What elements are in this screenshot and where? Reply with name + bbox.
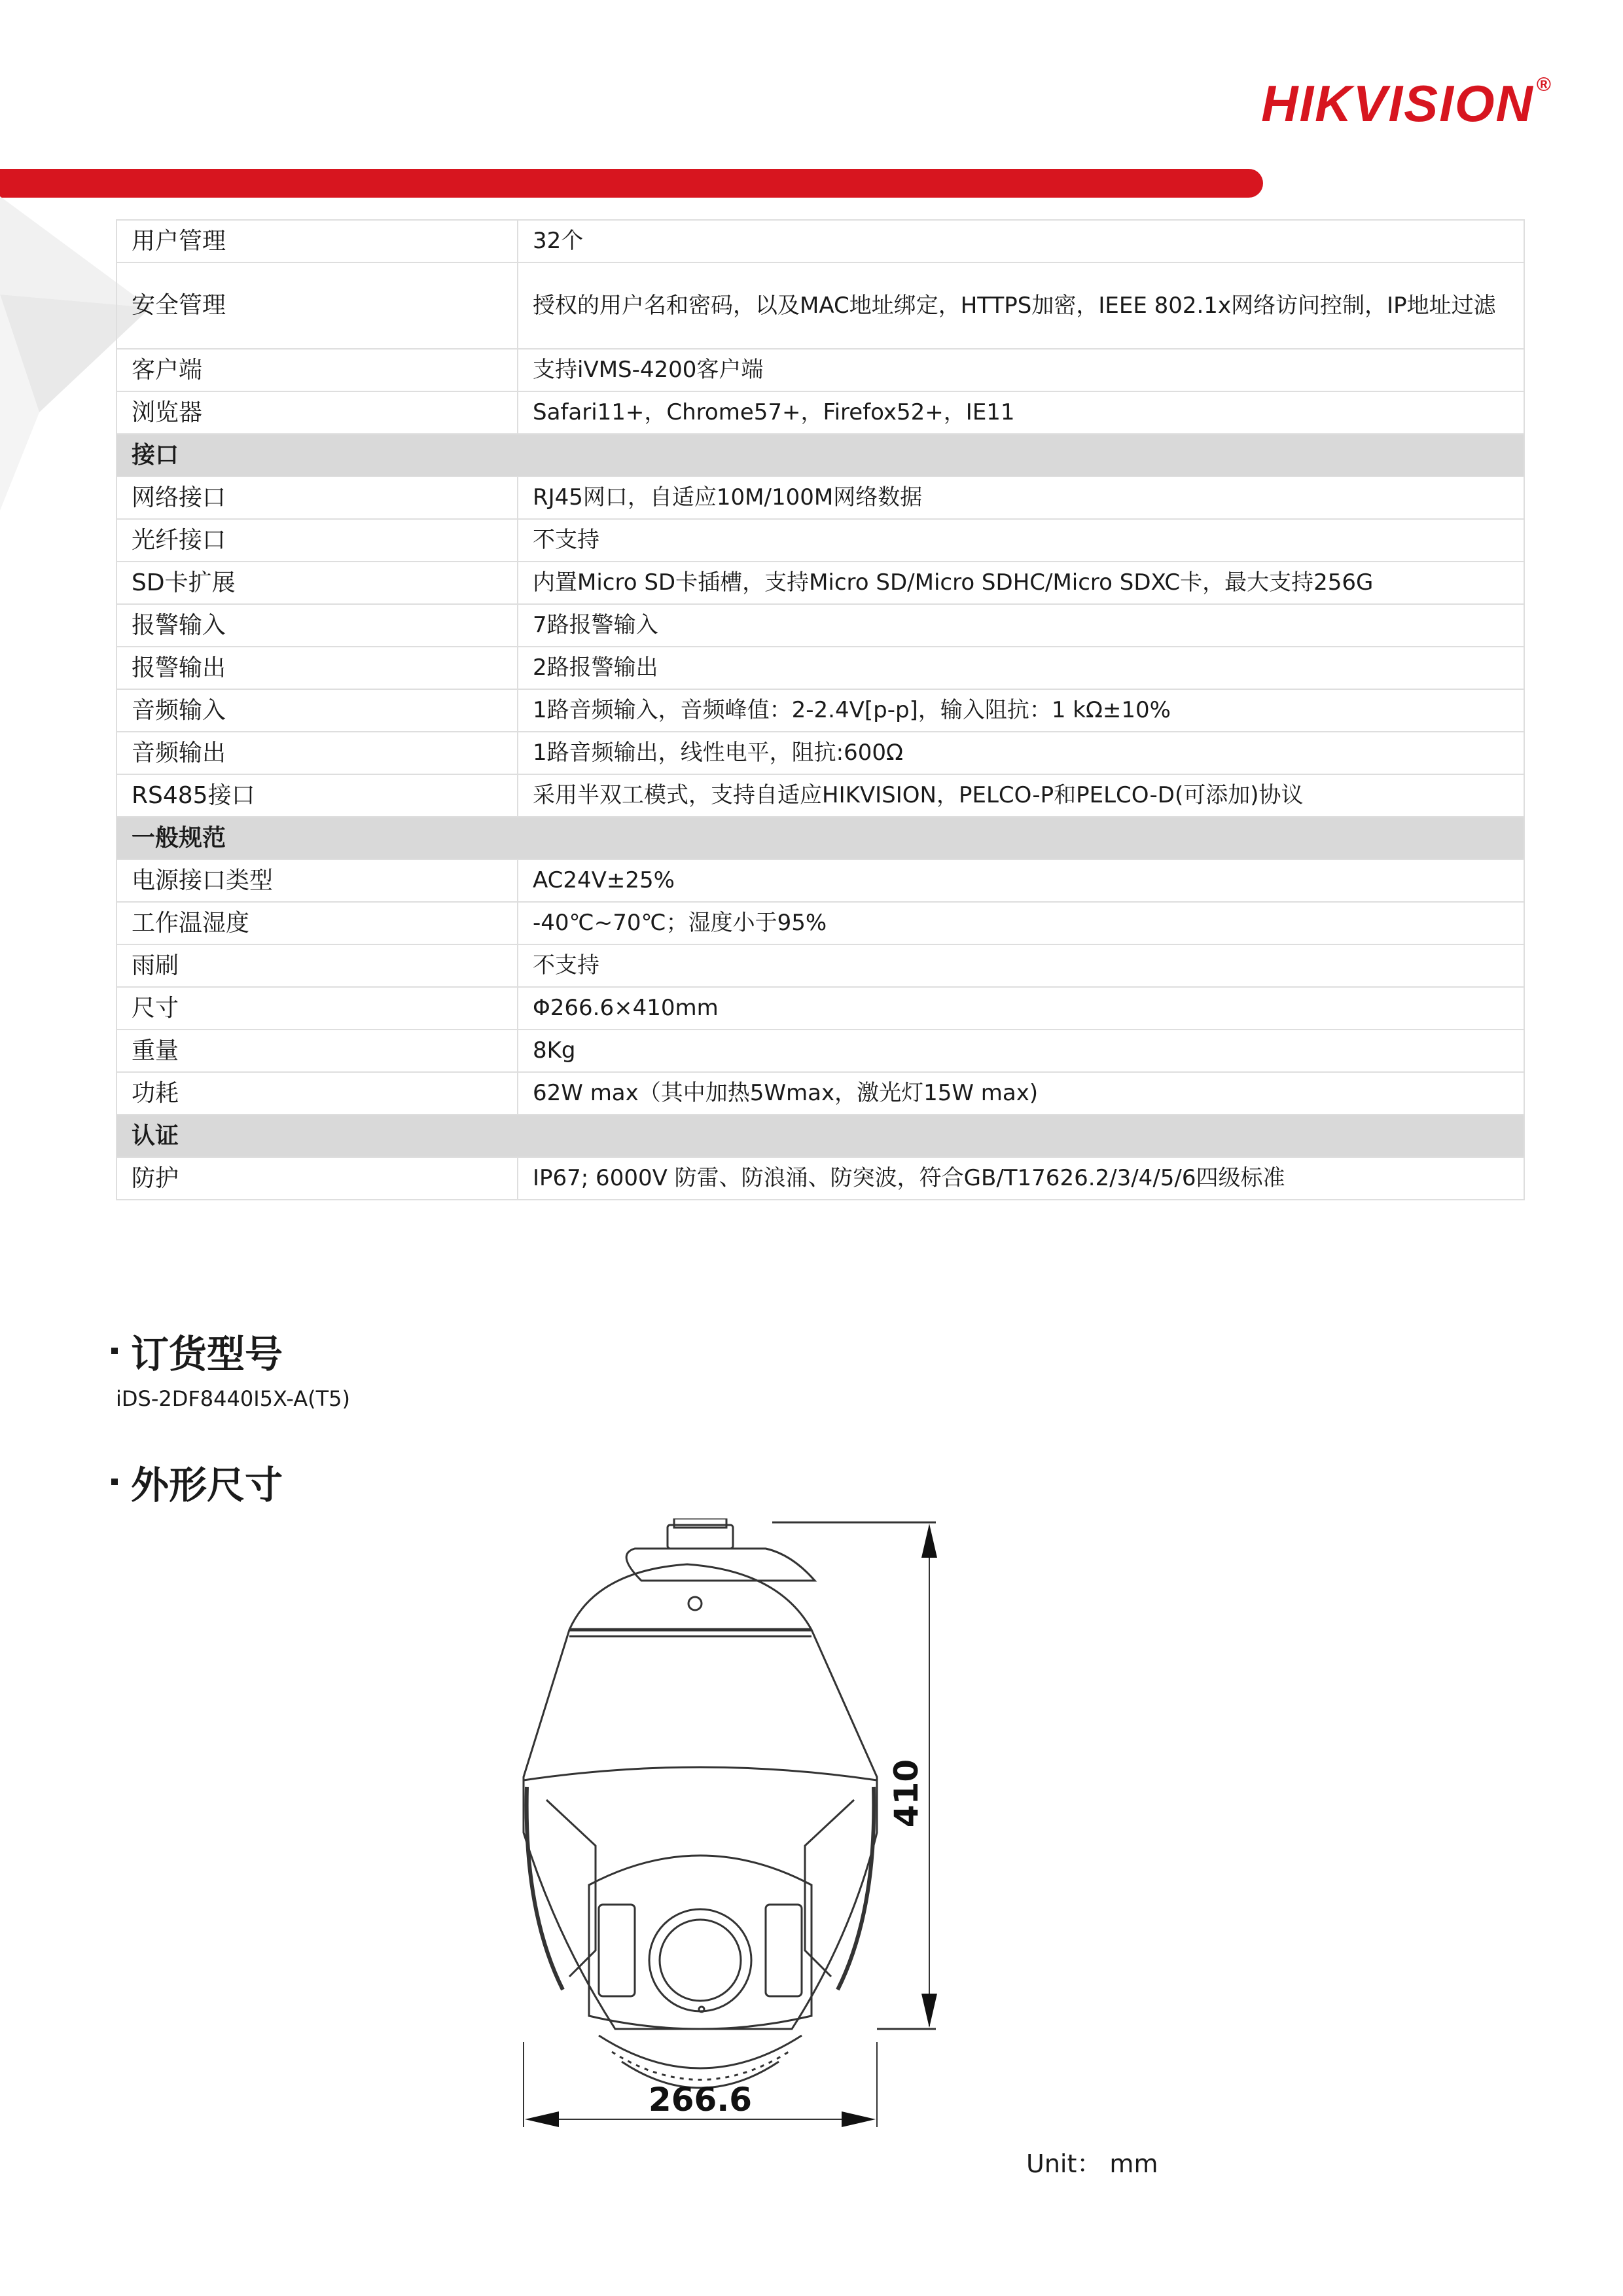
spec-label: 功耗 bbox=[116, 1072, 518, 1115]
spec-label: 安全管理 bbox=[116, 262, 518, 349]
dimension-heading bbox=[111, 1454, 283, 1509]
section-row bbox=[116, 1115, 1524, 1157]
spec-label: 客户端 bbox=[116, 349, 518, 391]
dimension-heading-text: 外形尺寸 bbox=[131, 1463, 283, 1507]
table-row bbox=[116, 562, 1524, 604]
spec-value: 1路音频输入，音频峰值：2-2.4V[p-p]，输入阻抗：1 kΩ±10% bbox=[518, 689, 1524, 732]
width-label: 266.6 bbox=[648, 2081, 753, 2119]
order-model: iDS-2DF8440I5X-A(T5) bbox=[116, 1386, 350, 1411]
logo-text: HIKVISION bbox=[1261, 74, 1534, 132]
table-row bbox=[116, 647, 1524, 689]
table-row bbox=[116, 1072, 1524, 1115]
spec-value: 采用半双工模式，支持自适应HIKVISION，PELCO-P和PELCO-D(可添加)协议 bbox=[518, 774, 1524, 817]
table-row bbox=[116, 519, 1524, 562]
spec-label: 尺寸 bbox=[116, 987, 518, 1030]
table-row bbox=[116, 689, 1524, 732]
bullet-icon bbox=[111, 1479, 118, 1485]
spec-value: 62W max（其中加热5Wmax，激光灯15W max) bbox=[518, 1072, 1524, 1115]
spec-label: 雨刷 bbox=[116, 944, 518, 987]
order-heading bbox=[111, 1323, 283, 1378]
spec-label: 音频输入 bbox=[116, 689, 518, 732]
table-row bbox=[116, 476, 1524, 519]
table-row bbox=[116, 859, 1524, 902]
spec-label: 用户管理 bbox=[116, 220, 518, 262]
spec-value: 8Kg bbox=[518, 1030, 1524, 1072]
spec-label: 电源接口类型 bbox=[116, 859, 518, 902]
table-row bbox=[116, 987, 1524, 1030]
spec-value: IP67; 6000V 防雷、防浪涌、防突波，符合GB/T17626.2/3/4/5/6四级标准 bbox=[518, 1157, 1524, 1200]
spec-label: 报警输出 bbox=[116, 647, 518, 689]
header-red-bar bbox=[0, 169, 1263, 198]
bullet-icon bbox=[111, 1348, 118, 1354]
section-row bbox=[116, 434, 1524, 476]
section-row bbox=[116, 817, 1524, 859]
arrow-left-icon bbox=[525, 2111, 559, 2127]
spec-value: 内置Micro SD卡插槽，支持Micro SD/Micro SDHC/Micro SDXC卡，最大支持256G bbox=[518, 562, 1524, 604]
arrow-up-icon bbox=[921, 1524, 937, 1558]
spec-label: 工作温湿度 bbox=[116, 902, 518, 944]
spec-label: 音频输出 bbox=[116, 732, 518, 774]
hikvision-logo bbox=[1261, 71, 1552, 136]
spec-label: 网络接口 bbox=[116, 476, 518, 519]
spec-value: 2路报警输出 bbox=[518, 647, 1524, 689]
table-row bbox=[116, 391, 1524, 434]
spec-label: SD卡扩展 bbox=[116, 562, 518, 604]
spec-label: 浏览器 bbox=[116, 391, 518, 434]
section-title: 认证 bbox=[116, 1115, 1524, 1157]
spec-value: RJ45网口，自适应10M/100M网络数据 bbox=[518, 476, 1524, 519]
spec-value: 1路音频输出，线性电平，阻抗:600Ω bbox=[518, 732, 1524, 774]
spec-value: 支持iVMS-4200客户端 bbox=[518, 349, 1524, 391]
spec-value: Safari11+，Chrome57+，Firefox52+，IE11 bbox=[518, 391, 1524, 434]
height-label: 410 bbox=[887, 1759, 925, 1828]
spec-label: 报警输入 bbox=[116, 604, 518, 647]
table-row bbox=[116, 220, 1524, 262]
arrow-right-icon bbox=[842, 2111, 876, 2127]
table-row bbox=[116, 732, 1524, 774]
spec-label: 光纤接口 bbox=[116, 519, 518, 562]
screw-icon bbox=[688, 1597, 702, 1610]
spec-label: 重量 bbox=[116, 1030, 518, 1072]
order-heading-text: 订货型号 bbox=[131, 1332, 283, 1376]
table-row bbox=[116, 902, 1524, 944]
spec-value: 不支持 bbox=[518, 519, 1524, 562]
registered-mark: ® bbox=[1536, 73, 1552, 96]
spec-value: 授权的用户名和密码，以及MAC地址绑定，HTTPS加密，IEEE 802.1x网络访问控制，IP地址过滤 bbox=[518, 262, 1524, 349]
table-row bbox=[116, 349, 1524, 391]
unit-label: Unit： mm bbox=[1026, 2149, 1158, 2178]
spec-value: 不支持 bbox=[518, 944, 1524, 987]
spec-value: Φ266.6×410mm bbox=[518, 987, 1524, 1030]
table-row bbox=[116, 1157, 1524, 1200]
table-row bbox=[116, 944, 1524, 987]
arrow-down-icon bbox=[921, 1994, 937, 2028]
section-title: 接口 bbox=[116, 434, 1524, 476]
table-row bbox=[116, 604, 1524, 647]
spec-value: 7路报警输入 bbox=[518, 604, 1524, 647]
section-title: 一般规范 bbox=[116, 817, 1524, 859]
spec-value: 32个 bbox=[518, 220, 1524, 262]
table-row bbox=[116, 1030, 1524, 1072]
table-row bbox=[116, 774, 1524, 817]
table-row bbox=[116, 262, 1524, 349]
spec-value: -40℃~70℃；湿度小于95% bbox=[518, 902, 1524, 944]
spec-value: AC24V±25% bbox=[518, 859, 1524, 902]
spec-label: 防护 bbox=[116, 1157, 518, 1200]
dimension-drawing bbox=[484, 1518, 1139, 2173]
spec-label: RS485接口 bbox=[116, 774, 518, 817]
spec-table bbox=[116, 219, 1525, 1200]
